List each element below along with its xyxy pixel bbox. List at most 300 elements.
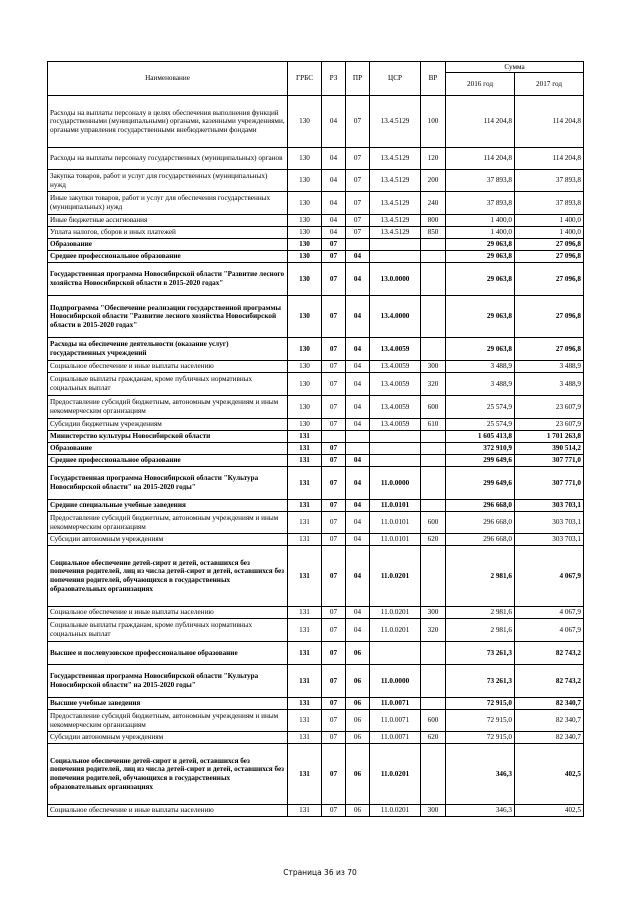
- cell-rz: 07: [322, 251, 346, 263]
- table-row: [48, 263, 584, 296]
- cell-grbs: 130: [288, 396, 322, 419]
- cell-csr: 11.0.0201: [370, 805, 421, 817]
- cell-grbs: 131: [288, 443, 322, 455]
- cell-vr: 610: [421, 419, 446, 431]
- cell-vr: [421, 263, 446, 296]
- table-row: [48, 215, 584, 227]
- header-sum: Сумма: [446, 62, 584, 73]
- cell-sum-2017: 4 067,9: [515, 546, 584, 607]
- cell-sum-2016: 346,3: [446, 805, 515, 817]
- cell-pr: 04: [346, 263, 370, 296]
- cell-name: Иные закупки товаров, работ и услуг для обеспечения государственных (муниципальных) нужд: [48, 192, 288, 215]
- cell-rz: 07: [322, 239, 346, 251]
- cell-pr: 04: [346, 500, 370, 512]
- cell-csr: 11.0.0071: [370, 710, 421, 732]
- cell-rz: 07: [322, 373, 346, 396]
- cell-name: Социальное обеспечение и иные выплаты населению: [48, 361, 288, 373]
- cell-csr: 11.0.0101: [370, 534, 421, 546]
- cell-grbs: 130: [288, 227, 322, 239]
- cell-pr: 04: [346, 396, 370, 419]
- cell-vr: [421, 642, 446, 665]
- table-row: [48, 361, 584, 373]
- cell-name: Субсидии автономным учреждениям: [48, 534, 288, 546]
- cell-sum-2016: 372 910,9: [446, 443, 515, 455]
- cell-pr: 04: [346, 546, 370, 607]
- cell-name: Образование: [48, 443, 288, 455]
- table-row: [48, 534, 584, 546]
- cell-vr: 240: [421, 192, 446, 215]
- cell-csr: 13.4.5129: [370, 96, 421, 148]
- cell-grbs: 130: [288, 251, 322, 263]
- cell-grbs: 130: [288, 148, 322, 170]
- cell-vr: [421, 443, 446, 455]
- cell-vr: [421, 239, 446, 251]
- cell-name: Социальное обеспечение и иные выплаты населению: [48, 805, 288, 817]
- cell-vr: 300: [421, 805, 446, 817]
- cell-rz: 07: [322, 642, 346, 665]
- header-pr: ПР: [346, 62, 370, 96]
- table-row: [48, 373, 584, 396]
- cell-csr: 13.4.0059: [370, 419, 421, 431]
- cell-grbs: 130: [288, 361, 322, 373]
- cell-sum-2016: 25 574,9: [446, 419, 515, 431]
- cell-csr: 13.0.0000: [370, 263, 421, 296]
- cell-pr: 04: [346, 512, 370, 534]
- cell-csr: 13.4.5129: [370, 192, 421, 215]
- cell-sum-2017: 303 703,1: [515, 534, 584, 546]
- cell-sum-2017: 82 340,7: [515, 732, 584, 744]
- table-row: [48, 805, 584, 817]
- budget-table: [47, 61, 584, 817]
- cell-rz: 07: [322, 263, 346, 296]
- cell-rz: 04: [322, 170, 346, 192]
- table-row: [48, 732, 584, 744]
- cell-grbs: 130: [288, 373, 322, 396]
- cell-sum-2017: 27 096,8: [515, 251, 584, 263]
- cell-sum-2016: 299 649,6: [446, 467, 515, 500]
- cell-grbs: 130: [288, 192, 322, 215]
- cell-sum-2017: 4 067,9: [515, 619, 584, 642]
- cell-csr: 11.0.0000: [370, 467, 421, 500]
- cell-sum-2017: 82 743,2: [515, 665, 584, 698]
- cell-pr: 04: [346, 361, 370, 373]
- cell-pr: 07: [346, 170, 370, 192]
- cell-rz: 07: [322, 419, 346, 431]
- cell-name: Подпрограмма "Обеспечение реализации государственной программы Новосибирской области "Развитие лесного хозяйства Новосибирской области в 2015-2020 годах": [48, 296, 288, 338]
- cell-rz: 07: [322, 467, 346, 500]
- cell-name: Социальное обеспечение детей-сирот и детей, оставшихся без попечения родителей, лиц из числа детей-сирот и детей, оставшихся без попечения родителей, обучающихся в государственных образовательных организациях: [48, 546, 288, 607]
- cell-vr: 300: [421, 361, 446, 373]
- cell-vr: 600: [421, 710, 446, 732]
- page-number: Страница 36 из 70: [283, 868, 357, 877]
- cell-sum-2016: 72 915,0: [446, 710, 515, 732]
- cell-name: Государственная программа Новосибирской области "Культура Новосибирской области" на 2015-2020 годы": [48, 467, 288, 500]
- cell-vr: 300: [421, 607, 446, 619]
- cell-sum-2017: 23 607,9: [515, 396, 584, 419]
- cell-pr: 04: [346, 619, 370, 642]
- cell-sum-2016: 1 605 413,8: [446, 431, 515, 443]
- table-row: [48, 338, 584, 361]
- cell-sum-2017: 37 893,8: [515, 192, 584, 215]
- table-row: [48, 642, 584, 665]
- cell-name: Предоставление субсидий бюджетным, автономным учреждениям и иным некоммерческим организациям: [48, 710, 288, 732]
- cell-rz: 07: [322, 296, 346, 338]
- cell-csr: 13.4.0059: [370, 338, 421, 361]
- cell-grbs: 131: [288, 512, 322, 534]
- cell-name: Социальные выплаты гражданам, кроме публичных нормативных социальных выплат: [48, 373, 288, 396]
- cell-sum-2017: 82 340,7: [515, 710, 584, 732]
- cell-vr: 200: [421, 170, 446, 192]
- cell-name: Субсидии автономным учреждениям: [48, 732, 288, 744]
- cell-csr: 13.4.0059: [370, 361, 421, 373]
- table-row: [48, 546, 584, 607]
- cell-pr: 06: [346, 732, 370, 744]
- cell-sum-2016: 1 400,0: [446, 215, 515, 227]
- cell-grbs: 131: [288, 455, 322, 467]
- cell-vr: 320: [421, 619, 446, 642]
- cell-name: Социальное обеспечение детей-сирот и детей, оставшихся без попечения родителей, лиц из числа детей-сирот и детей, оставшихся без попечения родителей, обучающихся в государственных образовательных организациях: [48, 744, 288, 805]
- cell-sum-2017: 303 703,1: [515, 500, 584, 512]
- cell-grbs: 131: [288, 698, 322, 710]
- cell-grbs: 131: [288, 534, 322, 546]
- cell-sum-2017: 37 893,8: [515, 170, 584, 192]
- cell-sum-2016: 29 063,8: [446, 251, 515, 263]
- cell-pr: 06: [346, 710, 370, 732]
- cell-grbs: 131: [288, 732, 322, 744]
- cell-rz: 07: [322, 455, 346, 467]
- cell-name: Предоставление субсидий бюджетным, автономным учреждениям и иным некоммерческим организациям: [48, 512, 288, 534]
- cell-rz: 07: [322, 744, 346, 805]
- cell-csr: [370, 443, 421, 455]
- cell-vr: [421, 296, 446, 338]
- table-row: [48, 500, 584, 512]
- cell-sum-2016: 296 668,0: [446, 534, 515, 546]
- cell-vr: 620: [421, 732, 446, 744]
- cell-sum-2017: 27 096,8: [515, 263, 584, 296]
- cell-pr: 04: [346, 419, 370, 431]
- table-row: [48, 467, 584, 500]
- table-body: [48, 96, 584, 817]
- cell-rz: 07: [322, 512, 346, 534]
- cell-pr: [346, 239, 370, 251]
- header-csr: ЦСР: [370, 62, 421, 96]
- cell-csr: 11.0.0201: [370, 546, 421, 607]
- cell-sum-2017: 402,5: [515, 744, 584, 805]
- cell-vr: 800: [421, 215, 446, 227]
- cell-name: Высшее и послевузовское профессиональное образование: [48, 642, 288, 665]
- cell-name: Министерство культуры Новосибирской области: [48, 431, 288, 443]
- cell-csr: 13.4.0059: [370, 396, 421, 419]
- cell-grbs: 131: [288, 665, 322, 698]
- cell-pr: [346, 443, 370, 455]
- cell-sum-2016: 29 063,8: [446, 239, 515, 251]
- cell-rz: 07: [322, 607, 346, 619]
- cell-rz: 07: [322, 500, 346, 512]
- cell-vr: [421, 455, 446, 467]
- cell-sum-2016: 114 204,8: [446, 148, 515, 170]
- cell-pr: 06: [346, 698, 370, 710]
- cell-name: Среднее профессиональное образование: [48, 251, 288, 263]
- cell-vr: [421, 431, 446, 443]
- table-row: [48, 192, 584, 215]
- header-2016: 2016 год: [446, 73, 515, 96]
- cell-vr: 320: [421, 373, 446, 396]
- cell-csr: 11.0.0071: [370, 698, 421, 710]
- cell-sum-2017: 114 204,8: [515, 148, 584, 170]
- header-grbs: ГРБС: [288, 62, 322, 96]
- cell-sum-2016: 3 488,9: [446, 361, 515, 373]
- table-row: [48, 619, 584, 642]
- cell-vr: [421, 467, 446, 500]
- cell-rz: 04: [322, 148, 346, 170]
- cell-sum-2017: 1 400,0: [515, 215, 584, 227]
- cell-sum-2016: 73 261,3: [446, 665, 515, 698]
- cell-pr: 04: [346, 467, 370, 500]
- cell-csr: 11.0.0101: [370, 500, 421, 512]
- cell-pr: 06: [346, 805, 370, 817]
- cell-sum-2017: 27 096,8: [515, 239, 584, 251]
- cell-name: Образование: [48, 239, 288, 251]
- cell-name: Предоставление субсидий бюджетным, автономным учреждениям и иным некоммерческим организациям: [48, 396, 288, 419]
- cell-grbs: 130: [288, 215, 322, 227]
- cell-rz: 07: [322, 710, 346, 732]
- cell-sum-2016: 299 649,6: [446, 455, 515, 467]
- cell-sum-2016: 296 668,0: [446, 512, 515, 534]
- cell-vr: [421, 698, 446, 710]
- cell-csr: 13.4.5129: [370, 227, 421, 239]
- cell-csr: 13.4.0059: [370, 373, 421, 396]
- cell-vr: [421, 665, 446, 698]
- cell-name: Государственная программа Новосибирской области "Развитие лесного хозяйства Новосибирской области в 2015-2020 годах": [48, 263, 288, 296]
- cell-grbs: 131: [288, 431, 322, 443]
- cell-rz: 07: [322, 732, 346, 744]
- cell-pr: 04: [346, 296, 370, 338]
- cell-name: Среднее профессиональное образование: [48, 455, 288, 467]
- cell-sum-2017: 307 771,0: [515, 467, 584, 500]
- cell-sum-2017: 82 743,2: [515, 642, 584, 665]
- header-name: Наименование: [48, 62, 288, 96]
- cell-sum-2017: 3 488,9: [515, 373, 584, 396]
- cell-sum-2016: 29 063,8: [446, 338, 515, 361]
- cell-vr: [421, 546, 446, 607]
- cell-pr: 07: [346, 148, 370, 170]
- cell-rz: 07: [322, 361, 346, 373]
- cell-sum-2016: 73 261,3: [446, 642, 515, 665]
- cell-pr: 07: [346, 215, 370, 227]
- cell-sum-2017: 114 204,8: [515, 96, 584, 148]
- cell-vr: [421, 251, 446, 263]
- table-row: [48, 744, 584, 805]
- cell-vr: [421, 338, 446, 361]
- cell-grbs: 131: [288, 619, 322, 642]
- cell-vr: 600: [421, 512, 446, 534]
- cell-grbs: 130: [288, 170, 322, 192]
- cell-sum-2016: 25 574,9: [446, 396, 515, 419]
- header-2017: 2017 год: [515, 73, 584, 96]
- cell-grbs: 131: [288, 642, 322, 665]
- cell-rz: 07: [322, 546, 346, 607]
- cell-grbs: 131: [288, 710, 322, 732]
- cell-grbs: 130: [288, 338, 322, 361]
- cell-csr: [370, 642, 421, 665]
- cell-grbs: 130: [288, 419, 322, 431]
- cell-vr: 100: [421, 96, 446, 148]
- cell-grbs: 130: [288, 263, 322, 296]
- cell-rz: 04: [322, 192, 346, 215]
- cell-csr: 11.0.0201: [370, 619, 421, 642]
- cell-vr: 120: [421, 148, 446, 170]
- cell-sum-2016: 2 981,6: [446, 619, 515, 642]
- cell-csr: 13.4.5129: [370, 215, 421, 227]
- cell-csr: [370, 251, 421, 263]
- cell-rz: 07: [322, 396, 346, 419]
- cell-csr: 11.0.0101: [370, 512, 421, 534]
- cell-rz: [322, 431, 346, 443]
- table-row: [48, 251, 584, 263]
- cell-sum-2016: 29 063,8: [446, 296, 515, 338]
- cell-sum-2017: 307 771,0: [515, 455, 584, 467]
- cell-grbs: 130: [288, 96, 322, 148]
- cell-grbs: 131: [288, 546, 322, 607]
- cell-name: Расходы на выплаты персоналу в целях обеспечения выполнения функций государственными (муниципальными) органами, казенными учреждениями, органами управления государственными внебюджетными фондами: [48, 96, 288, 148]
- cell-sum-2016: 2 981,6: [446, 546, 515, 607]
- cell-name: Средние специальные учебные заведения: [48, 500, 288, 512]
- cell-rz: 07: [322, 534, 346, 546]
- cell-rz: 07: [322, 698, 346, 710]
- cell-vr: 600: [421, 396, 446, 419]
- cell-sum-2016: 3 488,9: [446, 373, 515, 396]
- cell-grbs: 131: [288, 500, 322, 512]
- cell-pr: 06: [346, 744, 370, 805]
- cell-sum-2017: 402,5: [515, 805, 584, 817]
- cell-grbs: 131: [288, 805, 322, 817]
- cell-pr: 04: [346, 251, 370, 263]
- table-row: [48, 443, 584, 455]
- cell-pr: 07: [346, 192, 370, 215]
- table-row: [48, 607, 584, 619]
- cell-pr: 06: [346, 642, 370, 665]
- cell-sum-2017: 23 607,9: [515, 419, 584, 431]
- cell-name: Уплата налогов, сборов и иных платежей: [48, 227, 288, 239]
- cell-rz: 07: [322, 805, 346, 817]
- cell-grbs: 131: [288, 467, 322, 500]
- table-row: [48, 512, 584, 534]
- cell-csr: 11.0.0201: [370, 744, 421, 805]
- cell-sum-2016: 114 204,8: [446, 96, 515, 148]
- table-row: [48, 148, 584, 170]
- cell-sum-2017: 303 703,1: [515, 512, 584, 534]
- cell-sum-2016: 29 063,8: [446, 263, 515, 296]
- cell-sum-2016: 37 893,8: [446, 170, 515, 192]
- table-row: [48, 419, 584, 431]
- cell-name: Субсидии бюджетным учреждениям: [48, 419, 288, 431]
- cell-sum-2016: 72 915,0: [446, 698, 515, 710]
- cell-csr: 13.4.5129: [370, 170, 421, 192]
- header-vr: ВР: [421, 62, 446, 96]
- cell-pr: 04: [346, 373, 370, 396]
- cell-pr: [346, 431, 370, 443]
- table-row: [48, 710, 584, 732]
- cell-rz: 04: [322, 215, 346, 227]
- cell-csr: [370, 455, 421, 467]
- cell-sum-2017: 1 701 263,8: [515, 431, 584, 443]
- cell-grbs: 130: [288, 296, 322, 338]
- cell-csr: 13.4.0000: [370, 296, 421, 338]
- cell-csr: [370, 431, 421, 443]
- cell-sum-2016: 346,3: [446, 744, 515, 805]
- header-rz: РЗ: [322, 62, 346, 96]
- table-row: [48, 698, 584, 710]
- cell-vr: [421, 744, 446, 805]
- cell-grbs: 131: [288, 744, 322, 805]
- table-row: [48, 455, 584, 467]
- cell-rz: 07: [322, 619, 346, 642]
- cell-pr: 04: [346, 607, 370, 619]
- cell-vr: 620: [421, 534, 446, 546]
- cell-csr: [370, 239, 421, 251]
- cell-sum-2017: 4 067,9: [515, 607, 584, 619]
- cell-pr: 07: [346, 96, 370, 148]
- cell-pr: 04: [346, 534, 370, 546]
- cell-sum-2017: 82 340,7: [515, 698, 584, 710]
- cell-vr: [421, 500, 446, 512]
- table-row: [48, 431, 584, 443]
- cell-pr: 04: [346, 338, 370, 361]
- cell-sum-2016: 296 668,0: [446, 500, 515, 512]
- table-row: [48, 239, 584, 251]
- cell-grbs: 131: [288, 607, 322, 619]
- table-row: [48, 296, 584, 338]
- cell-rz: 07: [322, 443, 346, 455]
- cell-pr: 06: [346, 665, 370, 698]
- cell-grbs: 130: [288, 239, 322, 251]
- cell-sum-2017: 27 096,8: [515, 296, 584, 338]
- cell-rz: 07: [322, 665, 346, 698]
- cell-csr: 11.0.0071: [370, 732, 421, 744]
- cell-sum-2017: 1 400,0: [515, 227, 584, 239]
- cell-sum-2016: 37 893,8: [446, 192, 515, 215]
- cell-vr: 850: [421, 227, 446, 239]
- cell-rz: 04: [322, 227, 346, 239]
- cell-name: Государственная программа Новосибирской области "Культура Новосибирской области" на 2015-2020 годы": [48, 665, 288, 698]
- table-row: [48, 170, 584, 192]
- cell-csr: 11.0.0201: [370, 607, 421, 619]
- table-row: [48, 665, 584, 698]
- cell-sum-2017: 27 096,8: [515, 338, 584, 361]
- cell-rz: 04: [322, 96, 346, 148]
- cell-csr: 13.4.5129: [370, 148, 421, 170]
- cell-name: Расходы на обеспечение деятельности (оказание услуг) государственных учреждений: [48, 338, 288, 361]
- cell-sum-2016: 1 400,0: [446, 227, 515, 239]
- cell-name: Социальное обеспечение и иные выплаты населению: [48, 607, 288, 619]
- cell-pr: 07: [346, 227, 370, 239]
- cell-name: Закупка товаров, работ и услуг для государственных (муниципальных) нужд: [48, 170, 288, 192]
- table-row: [48, 227, 584, 239]
- cell-sum-2016: 72 915,0: [446, 732, 515, 744]
- cell-sum-2016: 2 981,6: [446, 607, 515, 619]
- table-row: [48, 396, 584, 419]
- cell-name: Высшие учебные заведения: [48, 698, 288, 710]
- cell-name: Иные бюджетные ассигнования: [48, 215, 288, 227]
- table-row: [48, 96, 584, 148]
- cell-name: Социальные выплаты гражданам, кроме публичных нормативных социальных выплат: [48, 619, 288, 642]
- cell-pr: 04: [346, 455, 370, 467]
- cell-csr: 11.0.0000: [370, 665, 421, 698]
- cell-name: Расходы на выплаты персоналу государственных (муниципальных) органов: [48, 148, 288, 170]
- cell-rz: 07: [322, 338, 346, 361]
- cell-sum-2017: 3 488,9: [515, 361, 584, 373]
- cell-sum-2017: 390 514,2: [515, 443, 584, 455]
